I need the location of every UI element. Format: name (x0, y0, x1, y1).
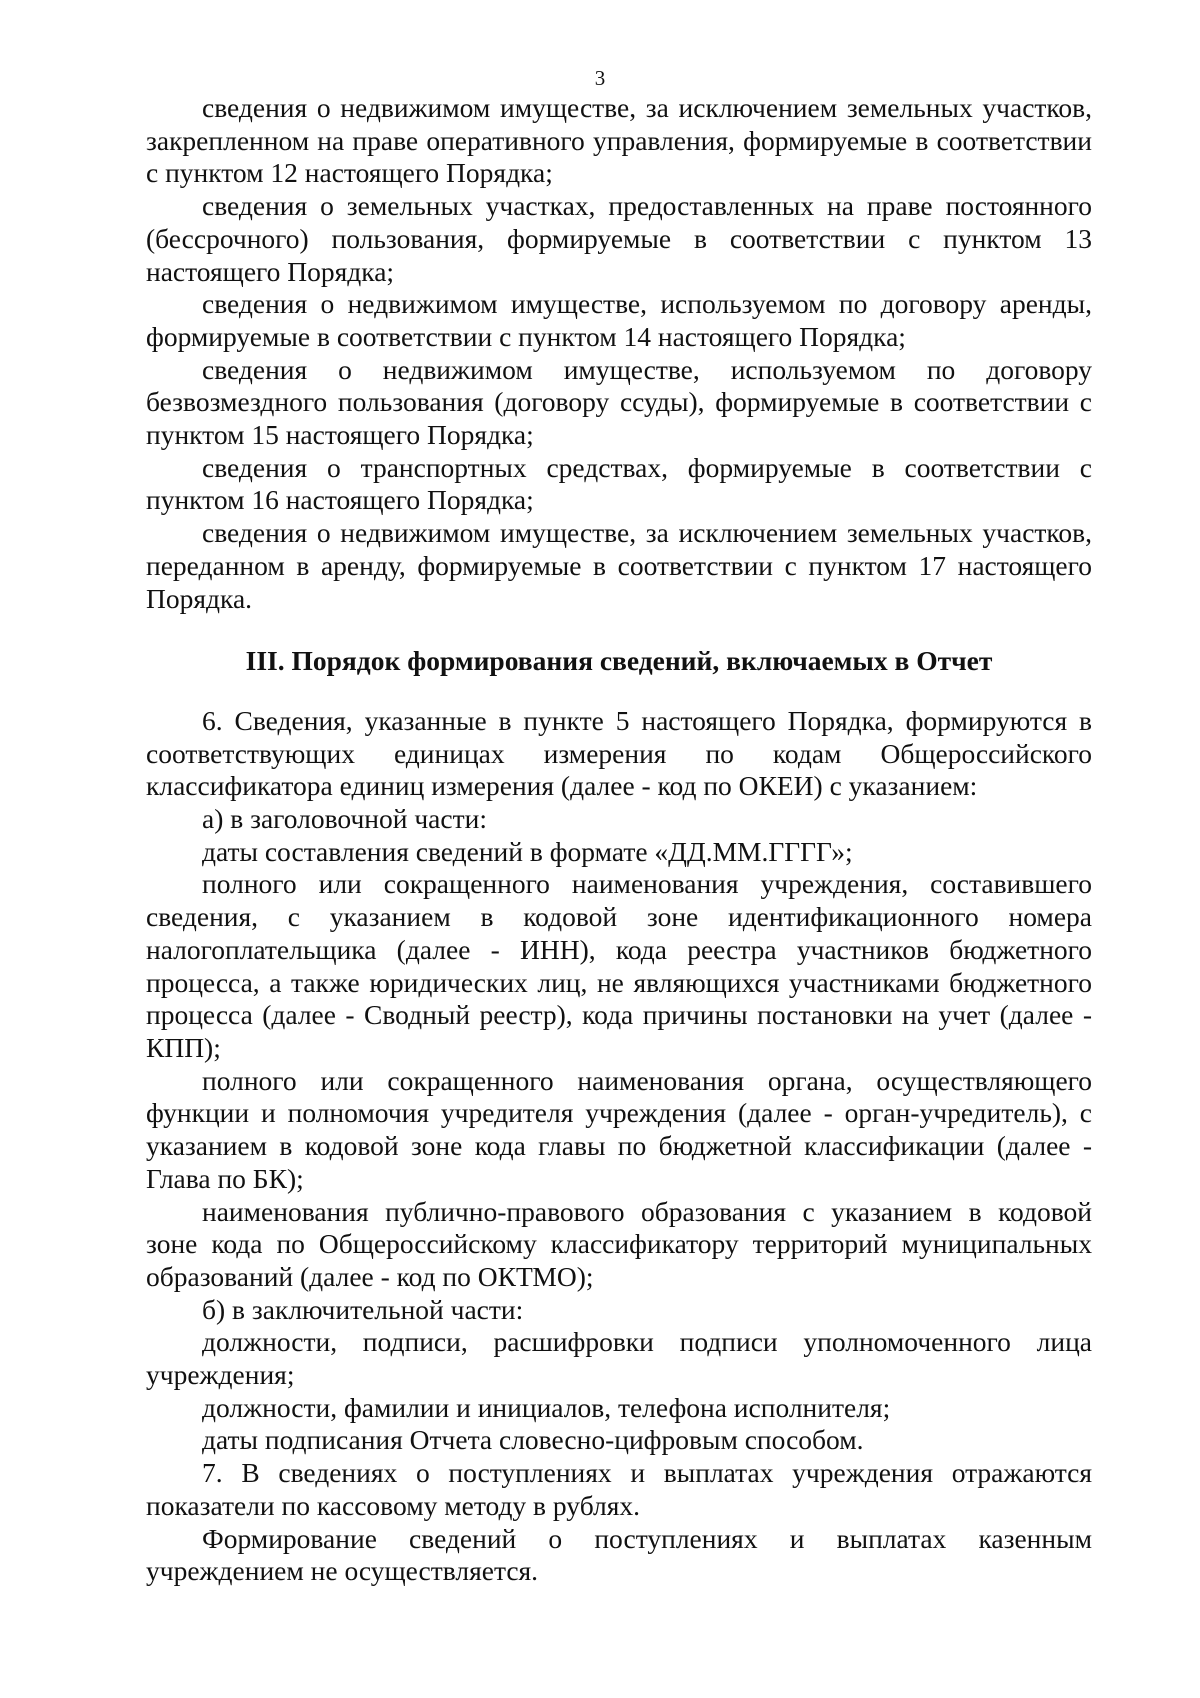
list-item: сведения о земельных участках, предоставленных на праве постоянного (бессрочного) пользования, формируемые в соответствии с пунктом 13 настоящего Порядка; (146, 190, 1092, 287)
list-item: должности, фамилии и инициалов, телефона исполнителя; (202, 1391, 891, 1423)
page-number: 3 (594, 66, 606, 90)
list-item: сведения о недвижимом имуществе, используемом по договору безвозмездного пользования (договору ссуды), формируемые в соответствии с пунктом 15 настоящего Порядка; (146, 353, 1092, 451)
document-body (146, 92, 1092, 1588)
paragraph-item-6: 6. Сведения, указанные в пункте 5 настоящего Порядка, формируются в соответствующих единицах измерения по кодам Общероссийского классификатора единиц измерения (далее - код по ОКЕИ) с указанием: (146, 704, 1092, 802)
list-item: сведения о транспортных средствах, формируемые в соответствии с пунктом 16 настоящего Порядка; (146, 451, 1092, 516)
list-item: должности, подписи, расшифровки подписи уполномоченного лица учреждения; (146, 1326, 1092, 1391)
subheading-header-part: а) в заголовочной части: (202, 803, 487, 835)
list-item: даты подписания Отчета словесно-цифровым способом. (202, 1424, 864, 1456)
list-item: сведения о недвижимом имуществе, за исключением земельных участков, переданном в аренду, формируемые в соответствии с пунктом 17 настоящего Порядка. (146, 517, 1092, 614)
paragraph: Формирование сведений о поступлениях и выплатах казенным учреждением не осуществляется. (146, 1522, 1092, 1587)
subheading-final-part: б) в заключительной части: (202, 1293, 524, 1325)
list-item: наименования публично-правового образования с указанием в кодовой зоне кода по Общероссийскому классификатору территорий муниципальных образований (далее - код по ОКТМО); (146, 1195, 1092, 1292)
section-heading: III. Порядок формирования сведений, включаемых в Отчет (245, 645, 993, 677)
list-item: даты составления сведений в формате «ДД.ММ.ГГГГ»; (202, 835, 853, 867)
list-item: полного или сокращенного наименования учреждения, составившего сведения, с указанием в кодовой зоне идентификационного номера налогоплательщика (далее - ИНН), кода реестра участников бюджетного процесса, а также юридических лиц, не являющихся участниками бюджетного процесса (далее - Сводный реестр), кода причины постановки на учет (далее - КПП); (146, 868, 1092, 1063)
list-item: сведения о недвижимом имуществе, используемом по договору аренды, формируемые в соответствии с пунктом 14 настоящего Порядка; (146, 288, 1092, 352)
paragraph-item-7: 7. В сведениях о поступлениях и выплатах учреждения отражаются показатели по кассовому методу в рублях. (146, 1457, 1092, 1521)
list-item: сведения о недвижимом имуществе, за исключением земельных участков, закрепленном на праве оперативного управления, формируемые в соответствии с пунктом 12 настоящего Порядка; (146, 92, 1092, 189)
list-item: полного или сокращенного наименования органа, осуществляющего функции и полномочия учредителя учреждения (далее - орган-учредитель), с указанием в кодовой зоне кода главы по бюджетной классификации (далее - Глава по БК); (146, 1064, 1092, 1194)
